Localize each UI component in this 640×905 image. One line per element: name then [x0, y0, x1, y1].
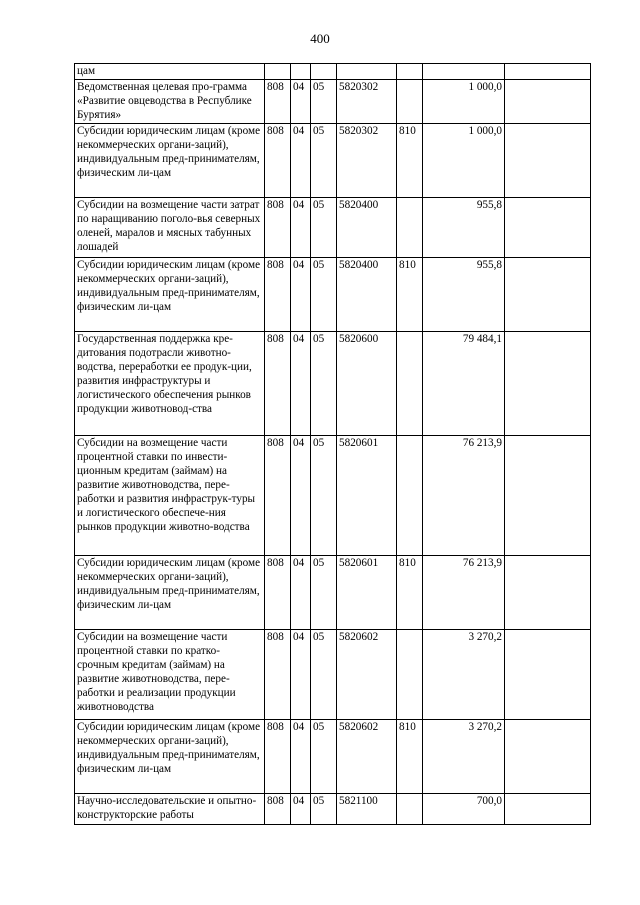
grbs-code: [265, 64, 291, 80]
section-code: 04: [291, 556, 311, 630]
empty-column: [505, 258, 591, 332]
target-article-code: 5820602: [337, 630, 397, 720]
page-number: 400: [310, 31, 330, 46]
amount: 1 000,0: [423, 80, 505, 124]
subsection-code: 05: [311, 80, 337, 124]
empty-column: [505, 80, 591, 124]
section-code: 04: [291, 80, 311, 124]
grbs-code: 808: [265, 258, 291, 332]
grbs-code: 808: [265, 124, 291, 198]
grbs-code: 808: [265, 556, 291, 630]
target-article-code: 5820601: [337, 556, 397, 630]
empty-column: [505, 124, 591, 198]
amount: 3 270,2: [423, 630, 505, 720]
table-row: [75, 332, 591, 436]
table-row: [75, 794, 591, 825]
subsection-code: 05: [311, 124, 337, 198]
section-code: 04: [291, 198, 311, 258]
item-name: Субсидии на возмещение части затрат по наращиванию поголо-вья северных оленей, маралов и мясных табунных лошадей: [75, 198, 265, 258]
section-code: 04: [291, 436, 311, 556]
expense-type-code: [397, 436, 423, 556]
amount: 79 484,1: [423, 332, 505, 436]
expense-type-code: [397, 332, 423, 436]
amount: 700,0: [423, 794, 505, 825]
expense-type-code: [397, 198, 423, 258]
amount: 1 000,0: [423, 124, 505, 198]
subsection-code: 05: [311, 794, 337, 825]
section-code: 04: [291, 630, 311, 720]
amount: 3 270,2: [423, 720, 505, 794]
section-code: 04: [291, 124, 311, 198]
empty-column: [505, 332, 591, 436]
target-article-code: 5820400: [337, 198, 397, 258]
target-article-code: 5820302: [337, 124, 397, 198]
section-code: 04: [291, 258, 311, 332]
target-article-code: 5820600: [337, 332, 397, 436]
subsection-code: [311, 64, 337, 80]
amount: 76 213,9: [423, 436, 505, 556]
item-name: Субсидии юридическим лицам (кроме некоммерческих органи-заций), индивидуальным пред-принимателям, физическим ли-цам: [75, 124, 265, 198]
item-name: Субсидии юридическим лицам (кроме некоммерческих органи-заций), индивидуальным пред-принимателям, физическим ли-цам: [75, 258, 265, 332]
table-row: [75, 556, 591, 630]
table-row: [75, 64, 591, 80]
amount: 955,8: [423, 198, 505, 258]
item-name: Государственная поддержка кре-дитования подотрасли животно-водства, переработки ее продук-ции, развития инфраструктуры и логистического обеспечения рынков продукции животновод-ства: [75, 332, 265, 436]
subsection-code: 05: [311, 436, 337, 556]
expense-type-code: 810: [397, 258, 423, 332]
table-row: [75, 80, 591, 124]
amount: 76 213,9: [423, 556, 505, 630]
target-article-code: 5820602: [337, 720, 397, 794]
expense-type-code: 810: [397, 720, 423, 794]
item-name: Научно-исследовательские и опытно-конструкторские работы: [75, 794, 265, 825]
item-name: Субсидии юридическим лицам (кроме некоммерческих органи-заций), индивидуальным пред-принимателям, физическим ли-цам: [75, 556, 265, 630]
grbs-code: 808: [265, 436, 291, 556]
grbs-code: 808: [265, 630, 291, 720]
table-row: [75, 258, 591, 332]
grbs-code: 808: [265, 80, 291, 124]
target-article-code: 5820601: [337, 436, 397, 556]
expense-type-code: [397, 630, 423, 720]
empty-column: [505, 436, 591, 556]
item-name: Субсидии юридическим лицам (кроме некоммерческих органи-заций), индивидуальным пред-принимателям, физическим ли-цам: [75, 720, 265, 794]
amount: 955,8: [423, 258, 505, 332]
item-name: цам: [75, 64, 265, 80]
expense-type-code: [397, 794, 423, 825]
grbs-code: 808: [265, 794, 291, 825]
item-name: Субсидии на возмещение части процентной ставки по инвести-ционным кредитам (займам) на развитие животноводства, пере-работки и развития инфраструк-туры и логистического обеспече-ния рынков продукции животно-водства: [75, 436, 265, 556]
grbs-code: 808: [265, 332, 291, 436]
expense-type-code: 810: [397, 124, 423, 198]
empty-column: [505, 556, 591, 630]
target-article-code: 5820400: [337, 258, 397, 332]
item-name: Субсидии на возмещение части процентной ставки по кратко-срочным кредитам (займам) на развитие животноводства, пере-работки и реализации продукции животноводства: [75, 630, 265, 720]
table-row: [75, 720, 591, 794]
table-row: [75, 436, 591, 556]
table-row: [75, 124, 591, 198]
table-row: [75, 198, 591, 258]
target-article-code: 5821100: [337, 794, 397, 825]
subsection-code: 05: [311, 720, 337, 794]
section-code: 04: [291, 720, 311, 794]
subsection-code: 05: [311, 332, 337, 436]
empty-column: [505, 630, 591, 720]
empty-column: [505, 64, 591, 80]
target-article-code: [337, 64, 397, 80]
expense-type-code: [397, 64, 423, 80]
item-name: Ведомственная целевая про-грамма «Развитие овцеводства в Республике Бурятия»: [75, 80, 265, 124]
table-row: [75, 630, 591, 720]
budget-table: [74, 63, 591, 825]
section-code: 04: [291, 794, 311, 825]
subsection-code: 05: [311, 556, 337, 630]
empty-column: [505, 720, 591, 794]
expense-type-code: [397, 80, 423, 124]
target-article-code: 5820302: [337, 80, 397, 124]
empty-column: [505, 794, 591, 825]
expense-type-code: 810: [397, 556, 423, 630]
subsection-code: 05: [311, 198, 337, 258]
subsection-code: 05: [311, 630, 337, 720]
grbs-code: 808: [265, 720, 291, 794]
amount: [423, 64, 505, 80]
empty-column: [505, 198, 591, 258]
grbs-code: 808: [265, 198, 291, 258]
section-code: 04: [291, 332, 311, 436]
section-code: [291, 64, 311, 80]
subsection-code: 05: [311, 258, 337, 332]
